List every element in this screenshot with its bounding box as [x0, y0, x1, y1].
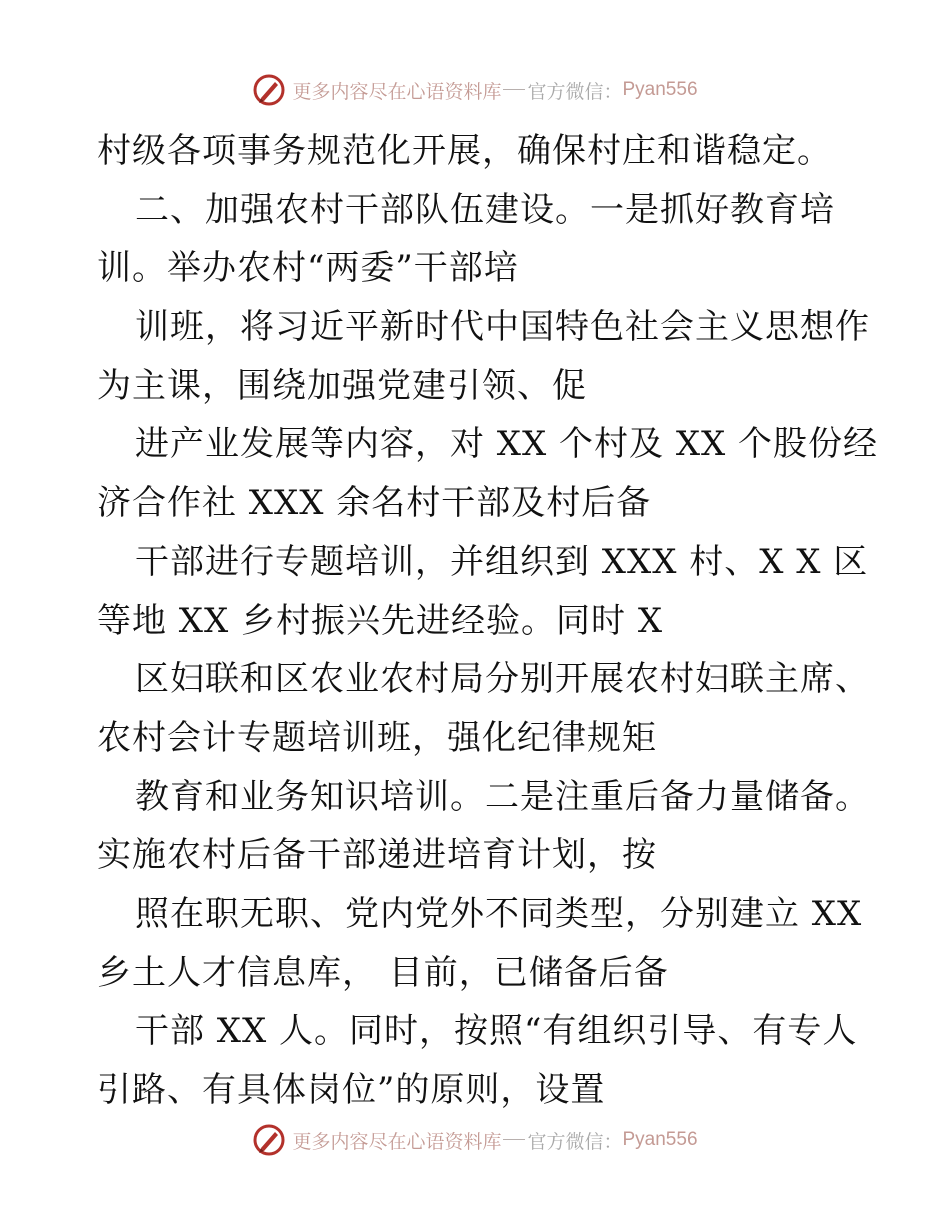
footer-banner — [0, 1120, 950, 1160]
body-line: 二、加强农村干部队伍建设。一是抓好教育培 — [135, 189, 835, 230]
body-line: 济合作社 XXX 余名村干部及村后备 — [97, 483, 652, 524]
body-line: 区妇联和区农业农村局分别开展农村妇联主席、 — [135, 659, 870, 700]
banner-text: 更多内容尽在心语资料库 — [292, 1130, 502, 1153]
body-line: 实施农村后备干部递进培育计划，按 — [97, 835, 657, 876]
banner-wechat-id: Pyan556 — [622, 79, 698, 100]
pen-logo-icon — [252, 73, 286, 107]
header-banner — [0, 70, 950, 110]
body-line: 训班，将习近平新时代中国特色社会主义思想作 — [135, 307, 870, 348]
banner-dash — [503, 1139, 525, 1140]
body-line: 干部进行专题培训，并组织到 XXX 村、X X 区 — [135, 541, 869, 582]
body-line: 引路、有具体岗位”的原则，设置 — [97, 1070, 606, 1110]
banner-wechat-id: Pyan556 — [622, 1129, 698, 1150]
body-line: 干部 XX 人。同时，按照“有组织引导、有专人 — [135, 1011, 858, 1052]
banner-label: 官方微信： — [527, 1130, 623, 1153]
banner-dash — [503, 89, 525, 90]
body-line: 教育和业务知识培训。二是注重后备力量储备。 — [135, 776, 870, 817]
body-line: 村级各项事务规范化开展，确保村庄和谐稳定。 — [97, 131, 832, 171]
body-line: 等地 XX 乡村振兴先进经验。同时 X — [97, 600, 664, 641]
body-line: 训。举办农村“两委”干部培 — [97, 248, 519, 289]
banner-label: 官方微信： — [527, 80, 623, 103]
banner-text: 更多内容尽在心语资料库 — [292, 80, 502, 103]
body-line: 照在职无职、党内党外不同类型，分别建立 XX — [135, 893, 863, 934]
body-line: 为主课，围绕加强党建引领、促 — [97, 365, 587, 406]
body-line: 农村会计专题培训班，强化纪律规矩 — [97, 717, 657, 758]
body-line: 乡土人才信息库， 目前，已储备后备 — [97, 952, 669, 993]
pen-logo-icon — [252, 1123, 286, 1157]
body-line: 进产业发展等内容，对 XX 个村及 XX 个股份经 — [135, 424, 879, 465]
document-body — [97, 122, 879, 1120]
